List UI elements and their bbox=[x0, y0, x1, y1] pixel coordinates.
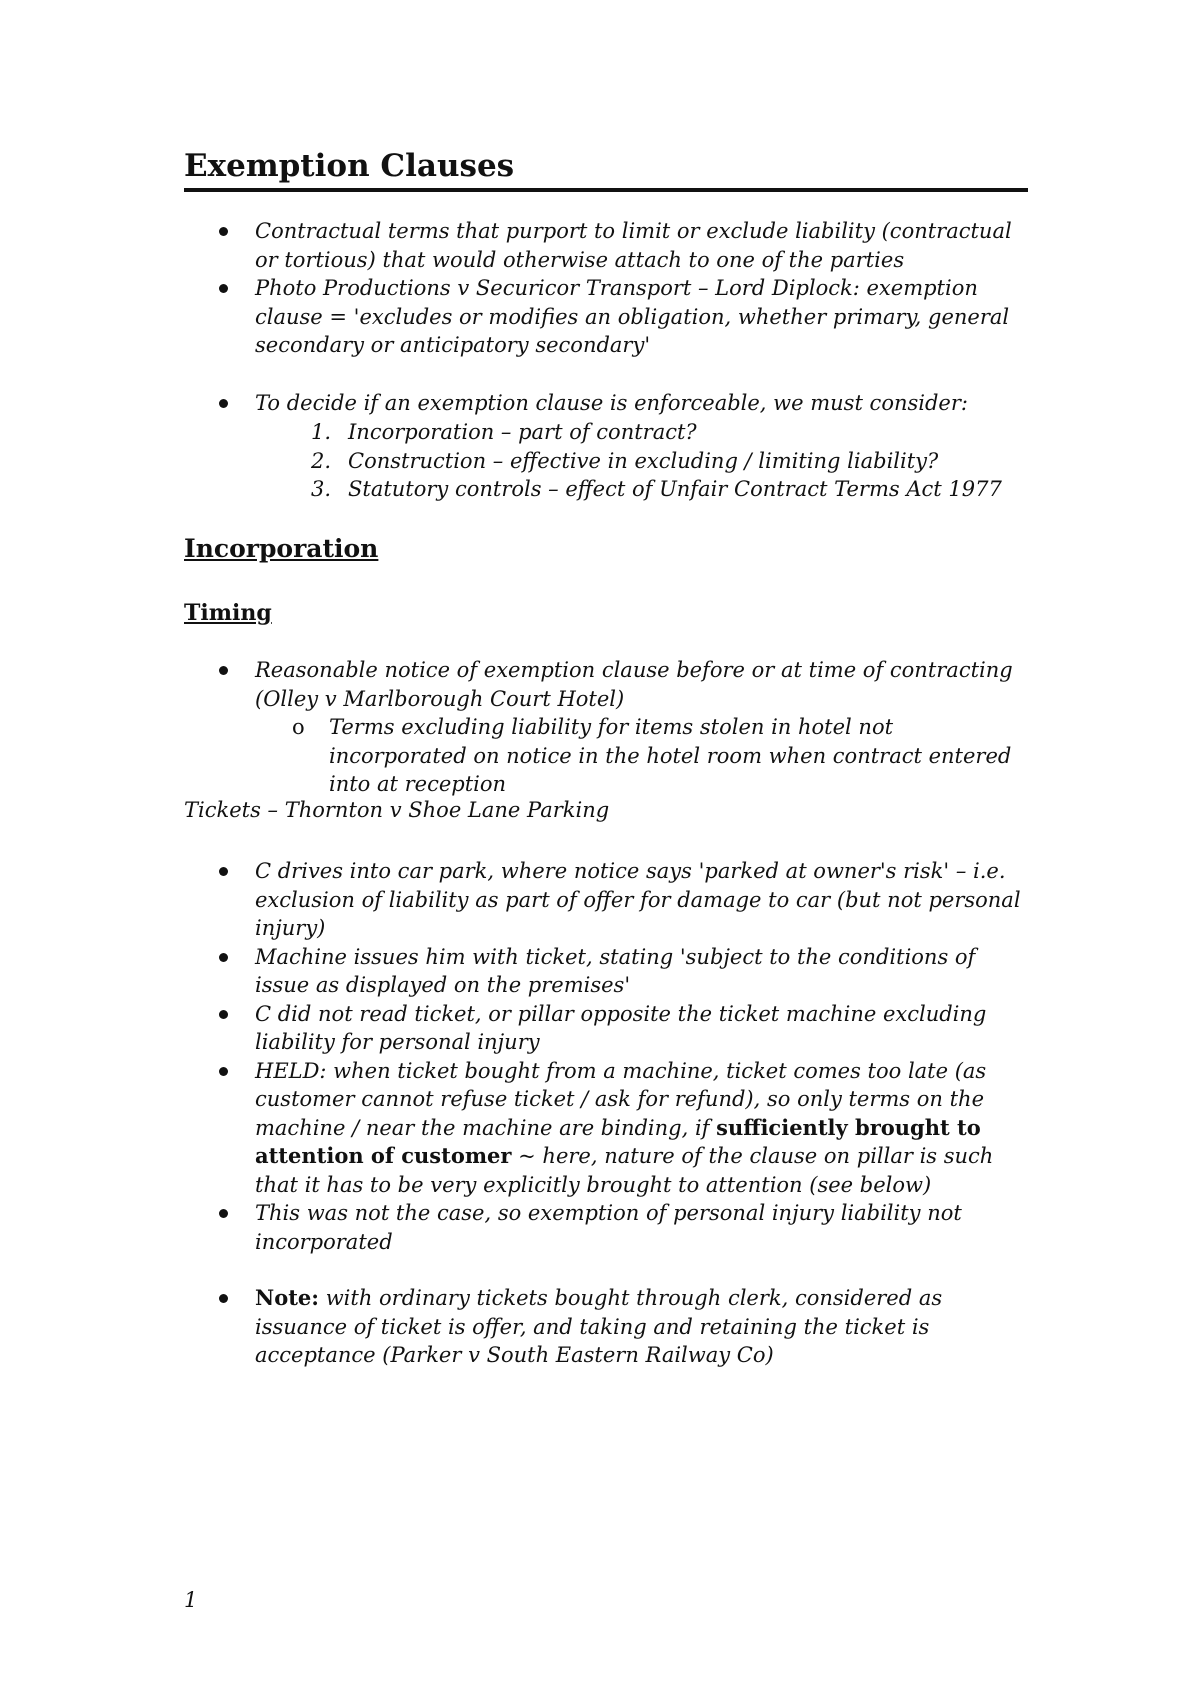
decide-bullet-list bbox=[0, 389, 1025, 418]
subsection-heading-timing: Timing bbox=[184, 600, 272, 626]
held-bold-text: sufficiently brought to attention of customer bbox=[255, 1114, 981, 1168]
held-text: HELD: when ticket bought from a machine, ticket comes too late (as customer cannot refuse ticket / ask for refund), so only terms on the machine / near the machine are binding, if bbox=[255, 1058, 987, 1140]
list-text: Statutory controls – effect of Unfair Contract Terms Act 1977 bbox=[348, 477, 1002, 501]
held-text-end: ~ here, nature of the clause on pillar is such that it has to be very explicitly brought to attention (see below) bbox=[255, 1144, 994, 1197]
list-item: Photo Productions v Securicor Transport – Lord Diplock: exemption clause = 'excludes or modifies an obligation, whether primary, general secondary or anticipatory secondary' bbox=[0, 274, 1025, 360]
list-item bbox=[0, 475, 1002, 504]
list-number: 3. bbox=[311, 477, 332, 501]
section-heading-incorporation: Incorporation bbox=[184, 534, 379, 563]
list-item bbox=[0, 418, 1002, 447]
steps-list bbox=[0, 418, 1002, 504]
list-item: To decide if an exemption clause is enforceable, we must consider: bbox=[0, 389, 1025, 418]
note-label: Note: bbox=[255, 1285, 320, 1310]
note-text: with ordinary tickets bought through clerk, considered as issuance of ticket is offer, and taking and retaining the ticket is acceptance (Parker v South Eastern Railway Co) bbox=[255, 1286, 943, 1367]
tickets-heading: Tickets – Thornton v Shoe Lane Parking bbox=[184, 798, 610, 822]
list-item bbox=[0, 447, 1002, 476]
list-number: 1. bbox=[311, 420, 332, 444]
list-item: C drives into car park, where notice says 'parked at owner's risk' – i.e. exclusion of liability as part of offer for damage to car (but not personal injury) bbox=[0, 857, 1025, 943]
note-bullet-list bbox=[0, 1284, 1025, 1370]
ticket-bullet-list bbox=[0, 857, 1025, 1256]
list-item bbox=[0, 1284, 1025, 1370]
timing-sub-list bbox=[0, 713, 1029, 799]
list-text: Incorporation – part of contract? bbox=[348, 420, 697, 444]
list-item bbox=[0, 713, 1029, 799]
list-item: This was not the case, so exemption of personal injury liability not incorporated bbox=[0, 1199, 1025, 1256]
sub-bullet-marker: o bbox=[292, 715, 305, 739]
list-text: Terms excluding liability for items stolen in hotel not incorporated on notice in the hotel room when contract entered into at reception bbox=[329, 715, 1012, 796]
list-item bbox=[0, 1057, 1025, 1200]
list-item: Contractual terms that purport to limit or exclude liability (contractual or tortious) that would otherwise attach to one of the parties bbox=[0, 217, 1025, 274]
list-item: C did not read ticket, or pillar opposite the ticket machine excluding liability for personal injury bbox=[0, 1000, 1025, 1057]
list-number: 2. bbox=[311, 448, 332, 473]
list-item: Reasonable notice of exemption clause before or at time of contracting (Olley v Marlborough Court Hotel) bbox=[0, 656, 1025, 713]
page-number: 1 bbox=[184, 1588, 198, 1612]
list-text: Construction – effective in excluding / limiting liability? bbox=[348, 448, 939, 473]
page-title: Exemption Clauses bbox=[184, 146, 1028, 192]
list-item: Machine issues him with ticket, stating 'subject to the conditions of issue as displayed on the premises' bbox=[0, 943, 1025, 1000]
intro-bullet-list bbox=[0, 217, 1025, 360]
timing-bullet-list bbox=[0, 656, 1025, 713]
